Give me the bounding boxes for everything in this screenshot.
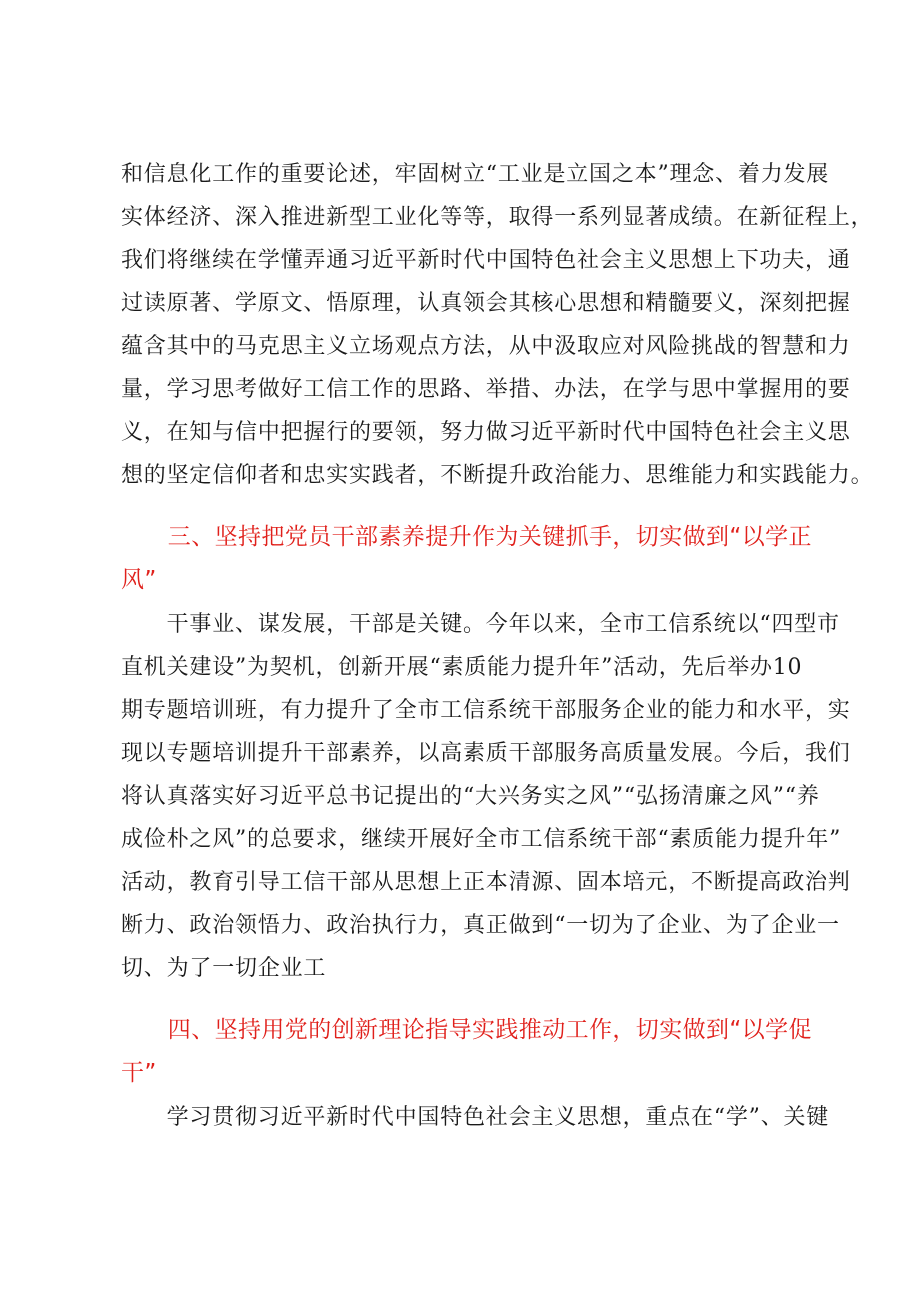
- paragraph-line: 将认真落实好习近平总书记提出的“大兴务实之风”“弘扬清廉之风”“养: [121, 784, 820, 809]
- paragraph-line: 现以专题培训提升干部素养，以高素质干部服务高质量发展。今后，我们: [121, 741, 851, 766]
- section-heading-line: 四、坚持用党的创新理论指导实践推动工作，切实做到“以学促: [121, 1017, 812, 1043]
- paragraph-line: 切、为了一切企业工: [121, 956, 327, 981]
- paragraph-line: 断力、政治领悟力、政治执行力，真正做到“一切为了企业、为了企业一: [121, 913, 840, 938]
- paragraph-line: 义，在知与信中把握行的要领，努力做习近平新时代中国特色社会主义思: [121, 420, 851, 445]
- section-heading-line: 三、坚持把党员干部素养提升作为关键抓手，切实做到“以学正: [121, 524, 812, 550]
- paragraph-line: 想的坚定信仰者和忠实实践者，不断提升政治能力、思维能力和实践能力。: [121, 463, 874, 488]
- paragraph-line: 和信息化工作的重要论述，牢固树立“工业是立国之本”理念、着力发展: [121, 162, 830, 187]
- paragraph-line: 成俭朴之风”的总要求，继续开展好全市工信系统干部“素质能力提升年”: [121, 827, 842, 852]
- paragraph-line: 活动，教育引导工信干部从思想上正本清源、固本培元，不断提高政治判: [121, 870, 851, 895]
- paragraph-line: 实体经济、深入推进新型工业化等等，取得一系列显著成绩。在新征程上，: [121, 205, 874, 230]
- paragraph-line: 直机关建设”为契机，创新开展“素质能力提升年”活动，先后举办10: [121, 655, 803, 680]
- paragraph-line: 期专题培训班，有力提升了全市工信系统干部服务企业的能力和水平，实: [121, 698, 851, 723]
- paragraph-line: 量，学习思考做好工信工作的思路、举措、办法，在学与思中掌握用的要: [121, 377, 851, 402]
- paragraph-line: 干事业、谋发展，干部是关键。今年以来，全市工信系统以“四型市: [121, 612, 840, 637]
- paragraph-line: 学习贯彻习近平新时代中国特色社会主义思想，重点在“学”、关键: [121, 1105, 830, 1130]
- paragraph-line: 蕴含其中的马克思主义立场观点方法，从中汲取应对风险挑战的智慧和力: [121, 334, 851, 359]
- paragraph-line: 我们将继续在学懂弄通习近平新时代中国特色社会主义思想上下功夫，通: [121, 248, 851, 273]
- section-heading-line: 风”: [121, 567, 157, 593]
- paragraph-line: 过读原著、学原文、悟原理，认真领会其核心思想和精髓要义，深刻把握: [121, 291, 851, 316]
- section-heading-line: 干”: [121, 1060, 157, 1086]
